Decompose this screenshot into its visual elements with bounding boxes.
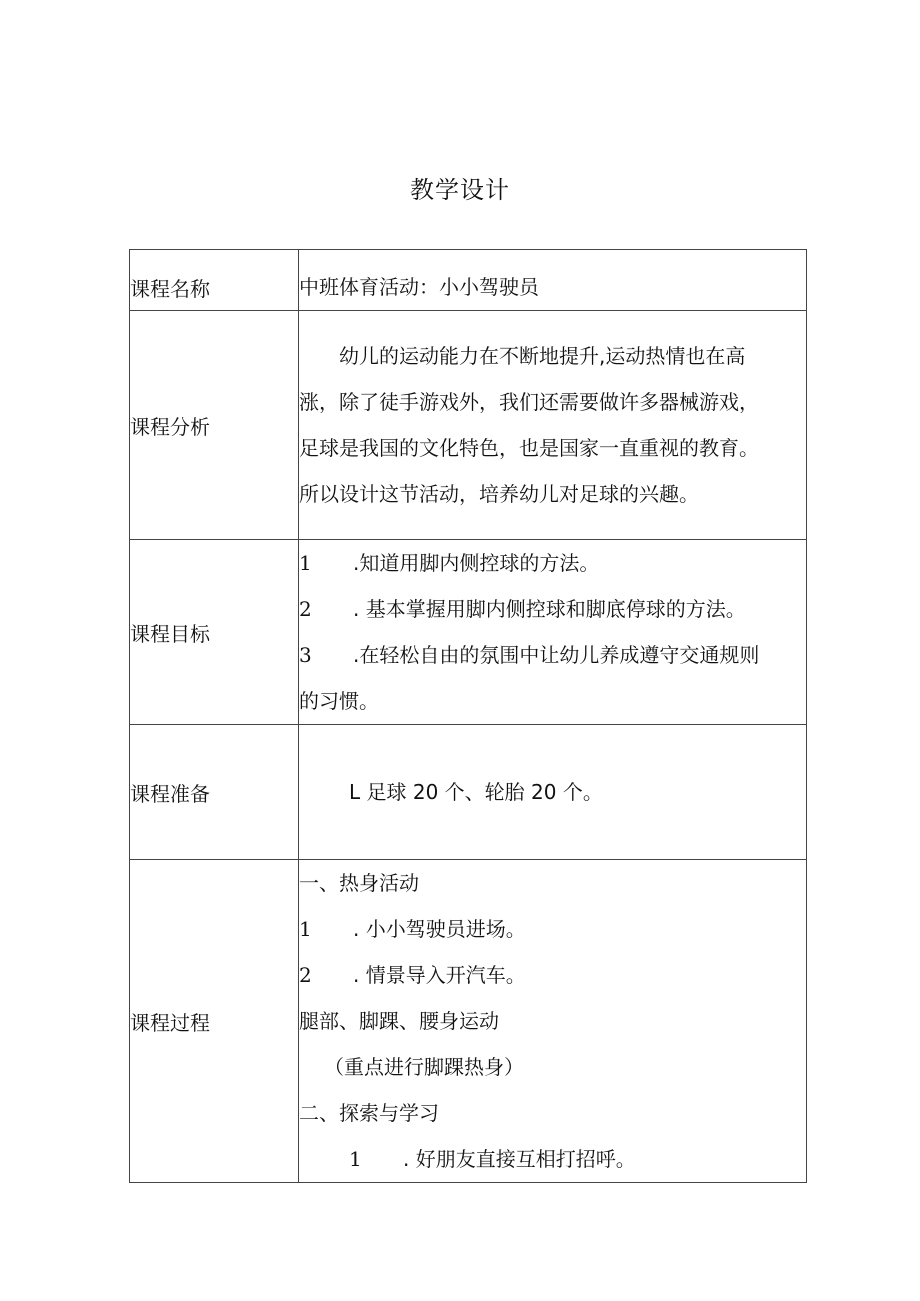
goal-item-3 [299, 632, 806, 678]
course-prep-content [299, 725, 807, 860]
process-warmup-note: （重点进行脚踝热身） [324, 1055, 524, 1079]
course-prep-label: 课程准备 [130, 725, 299, 860]
document-title: 教学设计 [410, 176, 510, 204]
course-goal-label: 课程目标 [130, 540, 299, 725]
process-item-text: . 小小驾驶员进场。 [353, 917, 526, 941]
course-analysis-content [299, 311, 807, 540]
course-name-label: 课程名称 [130, 250, 299, 311]
process-heading-warmup: 一、热身活动 [299, 871, 419, 895]
goal-item-3-continuation: 的习惯。 [299, 689, 379, 713]
goal-item-1 [299, 540, 806, 586]
process-warmup-item-1 [299, 906, 806, 952]
goal-item-number: 3 [299, 643, 312, 667]
process-item-text: . 情景导入开汽车。 [353, 963, 526, 987]
goal-item-number: 2 [299, 597, 312, 621]
course-name-value: 中班体育活动：小小驾驶员 [299, 250, 807, 311]
lesson-design-table [129, 249, 807, 1183]
table-row-course-name [130, 250, 807, 311]
table-row-course-process [130, 860, 807, 1183]
process-item-number: 1 [349, 1147, 362, 1171]
process-item-number: 2 [299, 963, 312, 987]
analysis-line-4: 所以设计这节活动，培养幼儿对足球的兴趣。 [299, 482, 699, 506]
course-process-label: 课程过程 [130, 860, 299, 1183]
goal-item-text: .知道用脚内侧控球的方法。 [353, 551, 600, 575]
table-row-course-prep [130, 725, 807, 860]
process-warmup-item-2 [299, 952, 806, 998]
process-warmup-body: 腿部、脚踝、腰身运动 [299, 1009, 499, 1033]
table-row-course-analysis [130, 311, 807, 540]
analysis-line-3: 足球是我国的文化特色，也是国家一直重视的教育。 [299, 436, 759, 460]
course-process-content [299, 860, 807, 1183]
process-item-number: 1 [299, 917, 312, 941]
goal-item-text: .在轻松自由的氛围中让幼儿养成遵守交通规则 [353, 643, 760, 667]
course-goal-content [299, 540, 807, 725]
analysis-line-2: 涨，除了徒手游戏外，我们还需要做许多器械游戏， [299, 390, 759, 414]
process-heading-explore: 二、探索与学习 [299, 1101, 439, 1125]
process-item-text: . 好朋友直接互相打招呼。 [403, 1147, 636, 1171]
analysis-line-1: 幼儿的运动能力在不断地提升,运动热情也在高 [339, 344, 746, 368]
goal-item-2 [299, 586, 806, 632]
process-explore-item-1 [299, 1136, 806, 1182]
goal-item-number: 1 [299, 551, 312, 575]
prep-materials: L 足球 20 个、轮胎 20 个。 [349, 780, 603, 804]
table-row-course-goal [130, 540, 807, 725]
course-analysis-label: 课程分析 [130, 311, 299, 540]
goal-item-text: . 基本掌握用脚内侧控球和脚底停球的方法。 [353, 597, 746, 621]
